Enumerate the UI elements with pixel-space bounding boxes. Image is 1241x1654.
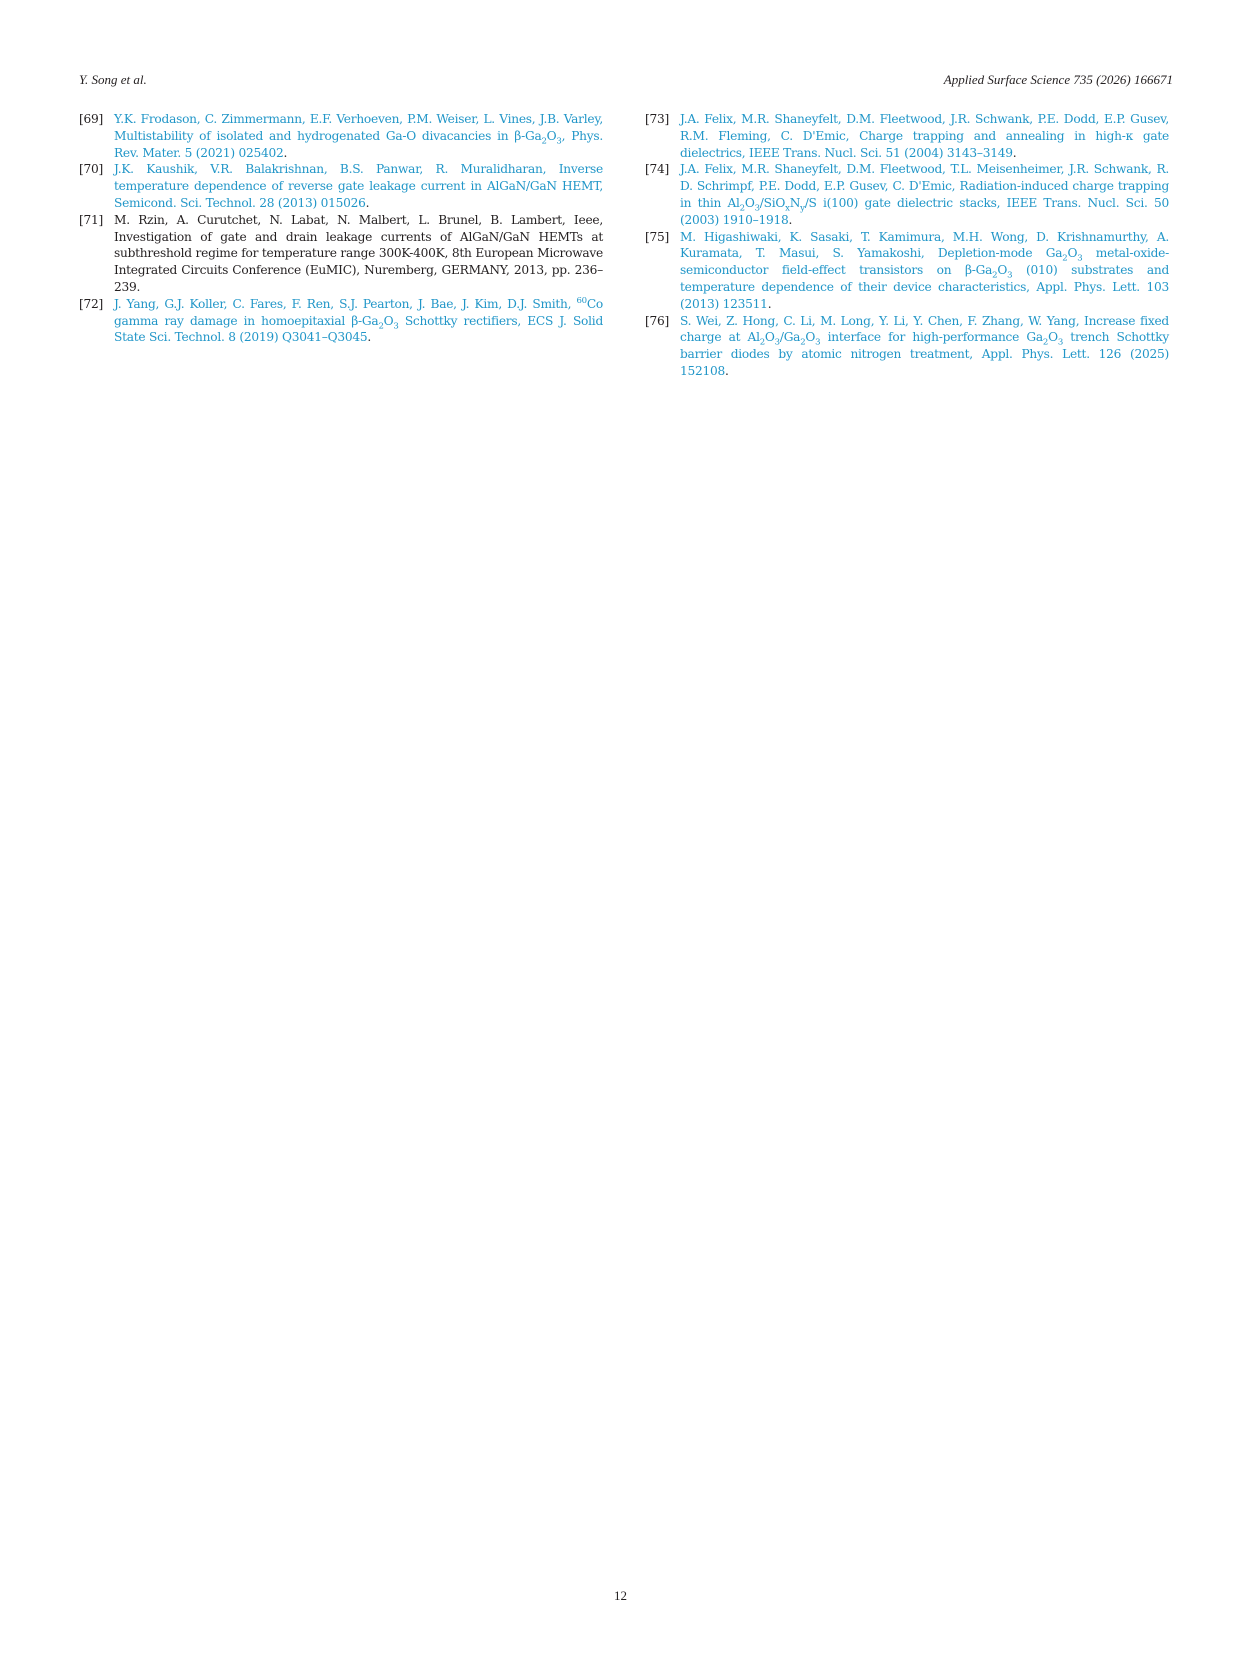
reference-text: M. Rzin, A. Curutchet, N. Labat, N. Malbert, L. Brunel, B. Lambert, Ieee, Investigation of gate and drain leakage currents of AlGaN/GaN HEMTs at subthreshold regime for temperature range 300K-400K, 8th European Microwave Integrated Circuits Conference (EuMIC), Nuremberg, GERMANY, 2013, pp. 236–239. <box>114 212 603 294</box>
reference-number: [73] <box>645 112 670 126</box>
reference-number: [69] <box>79 112 104 126</box>
header-authors: Y. Song et al. <box>79 72 147 87</box>
reference-link[interactable]: J.A. Felix, M.R. Shaneyfelt, D.M. Fleetwood, J.R. Schwank, P.E. Dodd, E.P. Gusev, R.M. Fleming, C. D'Emic, Charge trapping and annealing in high-κ gate dielectrics, IEEE Trans. Nucl. Sci. 51 (2004) 3143–3149 <box>680 112 1169 160</box>
reference-link[interactable]: J. Yang, G.J. Koller, C. Fares, F. Ren, S.J. Pearton, J. Bae, J. Kim, D.J. Smith, $^{60}$Co gamma ray damage in homoepitaxial $\beta-Ga_2O_3$ Schottky rectifiers, ECS J. Solid State Sci. Technol. 8 (2019) Q3041–Q3045 <box>114 295 603 345</box>
reference-70: [70] J.K. Kaushik, V.R. Balakrishnan, B.S. Panwar, R. Muralidharan, Inverse temperature dependence of reverse gate leakage current in AlGaN/GaN HEMT, Semicond. Sci. Technol. 28 (2013) 015026. <box>79 162 603 210</box>
references-left-column <box>79 111 603 346</box>
references-right-column <box>645 111 1169 380</box>
reference-number: [71] <box>79 212 104 227</box>
reference-link[interactable]: S. Wei, Z. Hong, C. Li, M. Long, Y. Li, Y. Chen, F. Zhang, W. Yang, Increase fixed charge at $Al_2O_3/Ga_2O_3$ interface for high-performance $Ga_2O_3$ trench Schottky barrier diodes by atomic nitrogen treatment, Appl. Phys. Lett. 126 (2025) 152108 <box>680 313 1169 378</box>
reference-link[interactable]: M. Higashiwaki, K. Sasaki, T. Kamimura, M.H. Wong, D. Krishnamurthy, A. Kuramata, T. Masui, S. Yamakoshi, Depletion-mode $Ga_2O_3$ metal-oxide-semiconductor field-effect transistors on $\beta-Ga_2O_3$ (010) substrates and temperature dependence of their device characteristics, Appl. Phys. Lett. 103 (2013) 123511 <box>680 229 1169 311</box>
reference-link[interactable]: J.A. Felix, M.R. Shaneyfelt, D.M. Fleetwood, T.L. Meisenheimer, J.R. Schwank, R. D. Schrimpf, P.E. Dodd, E.P. Gusev, C. D'Emic, Radiation-induced charge trapping in thin $Al_2O_3/SiO_xN_y/S$ i(100) gate dielectric stacks, IEEE Trans. Nucl. Sci. 50 (2003) 1910–1918 <box>680 162 1169 227</box>
reference-number: [74] <box>645 162 670 177</box>
reference-link[interactable]: J.K. Kaushik, V.R. Balakrishnan, B.S. Panwar, R. Muralidharan, Inverse temperature dependence of reverse gate leakage current in AlGaN/GaN HEMT, Semicond. Sci. Technol. 28 (2013) 015026 <box>114 162 603 210</box>
reference-76: [76] S. Wei, Z. Hong, C. Li, M. Long, Y. Li, Y. Chen, F. Zhang, W. Yang, Increase fixed charge at $Al_2O_3/Ga_2O_3$ interface for high-performance $Ga_2O_3$ trench Schottky barrier diodes by atomic nitrogen treatment, Appl. Phys. Lett. 126 (2025) 152108. <box>645 313 1169 378</box>
reference-72: [72] J. Yang, G.J. Koller, C. Fares, F. Ren, S.J. Pearton, J. Bae, J. Kim, D.J. Smith, $^{60}$Co gamma ray damage in homoepitaxial $\beta-Ga_2O_3$ Schottky rectifiers, ECS J. Solid State Sci. Technol. 8 (2019) Q3041–Q3045. <box>79 295 603 345</box>
reference-number: [75] <box>645 229 670 244</box>
page-number: 12 <box>614 1588 627 1603</box>
header-journal: Applied Surface Science 735 (2026) 166671 <box>943 72 1173 87</box>
reference-73: [73] J.A. Felix, M.R. Shaneyfelt, D.M. Fleetwood, J.R. Schwank, P.E. Dodd, E.P. Gusev, R.M. Fleming, C. D'Emic, Charge trapping and annealing in high-κ gate dielectrics, IEEE Trans. Nucl. Sci. 51 (2004) 3143–3149. <box>645 112 1169 160</box>
reference-75: [75] M. Higashiwaki, K. Sasaki, T. Kamimura, M.H. Wong, D. Krishnamurthy, A. Kuramata, T. Masui, S. Yamakoshi, Depletion-mode $Ga_2O_3$ metal-oxide-semiconductor field-effect transistors on $\beta-Ga_2O_3$ (010) substrates and temperature dependence of their device characteristics, Appl. Phys. Lett. 103 (2013) 123511. <box>645 229 1169 311</box>
reference-71 <box>79 212 603 296</box>
reference-link[interactable]: Y.K. Frodason, C. Zimmermann, E.F. Verhoeven, P.M. Weiser, L. Vines, J.B. Varley, Multistability of isolated and hydrogenated Ga-O divacancies in $\beta-Ga_2O_3$, Phys. Rev. Mater. 5 (2021) 025402 <box>114 112 604 160</box>
reference-69: [69] Y.K. Frodason, C. Zimmermann, E.F. Verhoeven, P.M. Weiser, L. Vines, J.B. Varley, Multistability of isolated and hydrogenated Ga-O divacancies in $\beta-Ga_2O_3$, Phys. Rev. Mater. 5 (2021) 025402. <box>79 112 604 160</box>
running-head <box>79 72 1173 92</box>
reference-number: [72] <box>79 296 104 311</box>
reference-74: [74] J.A. Felix, M.R. Shaneyfelt, D.M. Fleetwood, T.L. Meisenheimer, J.R. Schwank, R. D. Schrimpf, P.E. Dodd, E.P. Gusev, C. D'Emic, Radiation-induced charge trapping in thin $Al_2O_3/SiO_xN_y/S$ i(100) gate dielectric stacks, IEEE Trans. Nucl. Sci. 50 (2003) 1910–1918. <box>645 162 1169 227</box>
reference-number: [70] <box>79 162 104 177</box>
reference-number: [76] <box>645 313 670 328</box>
